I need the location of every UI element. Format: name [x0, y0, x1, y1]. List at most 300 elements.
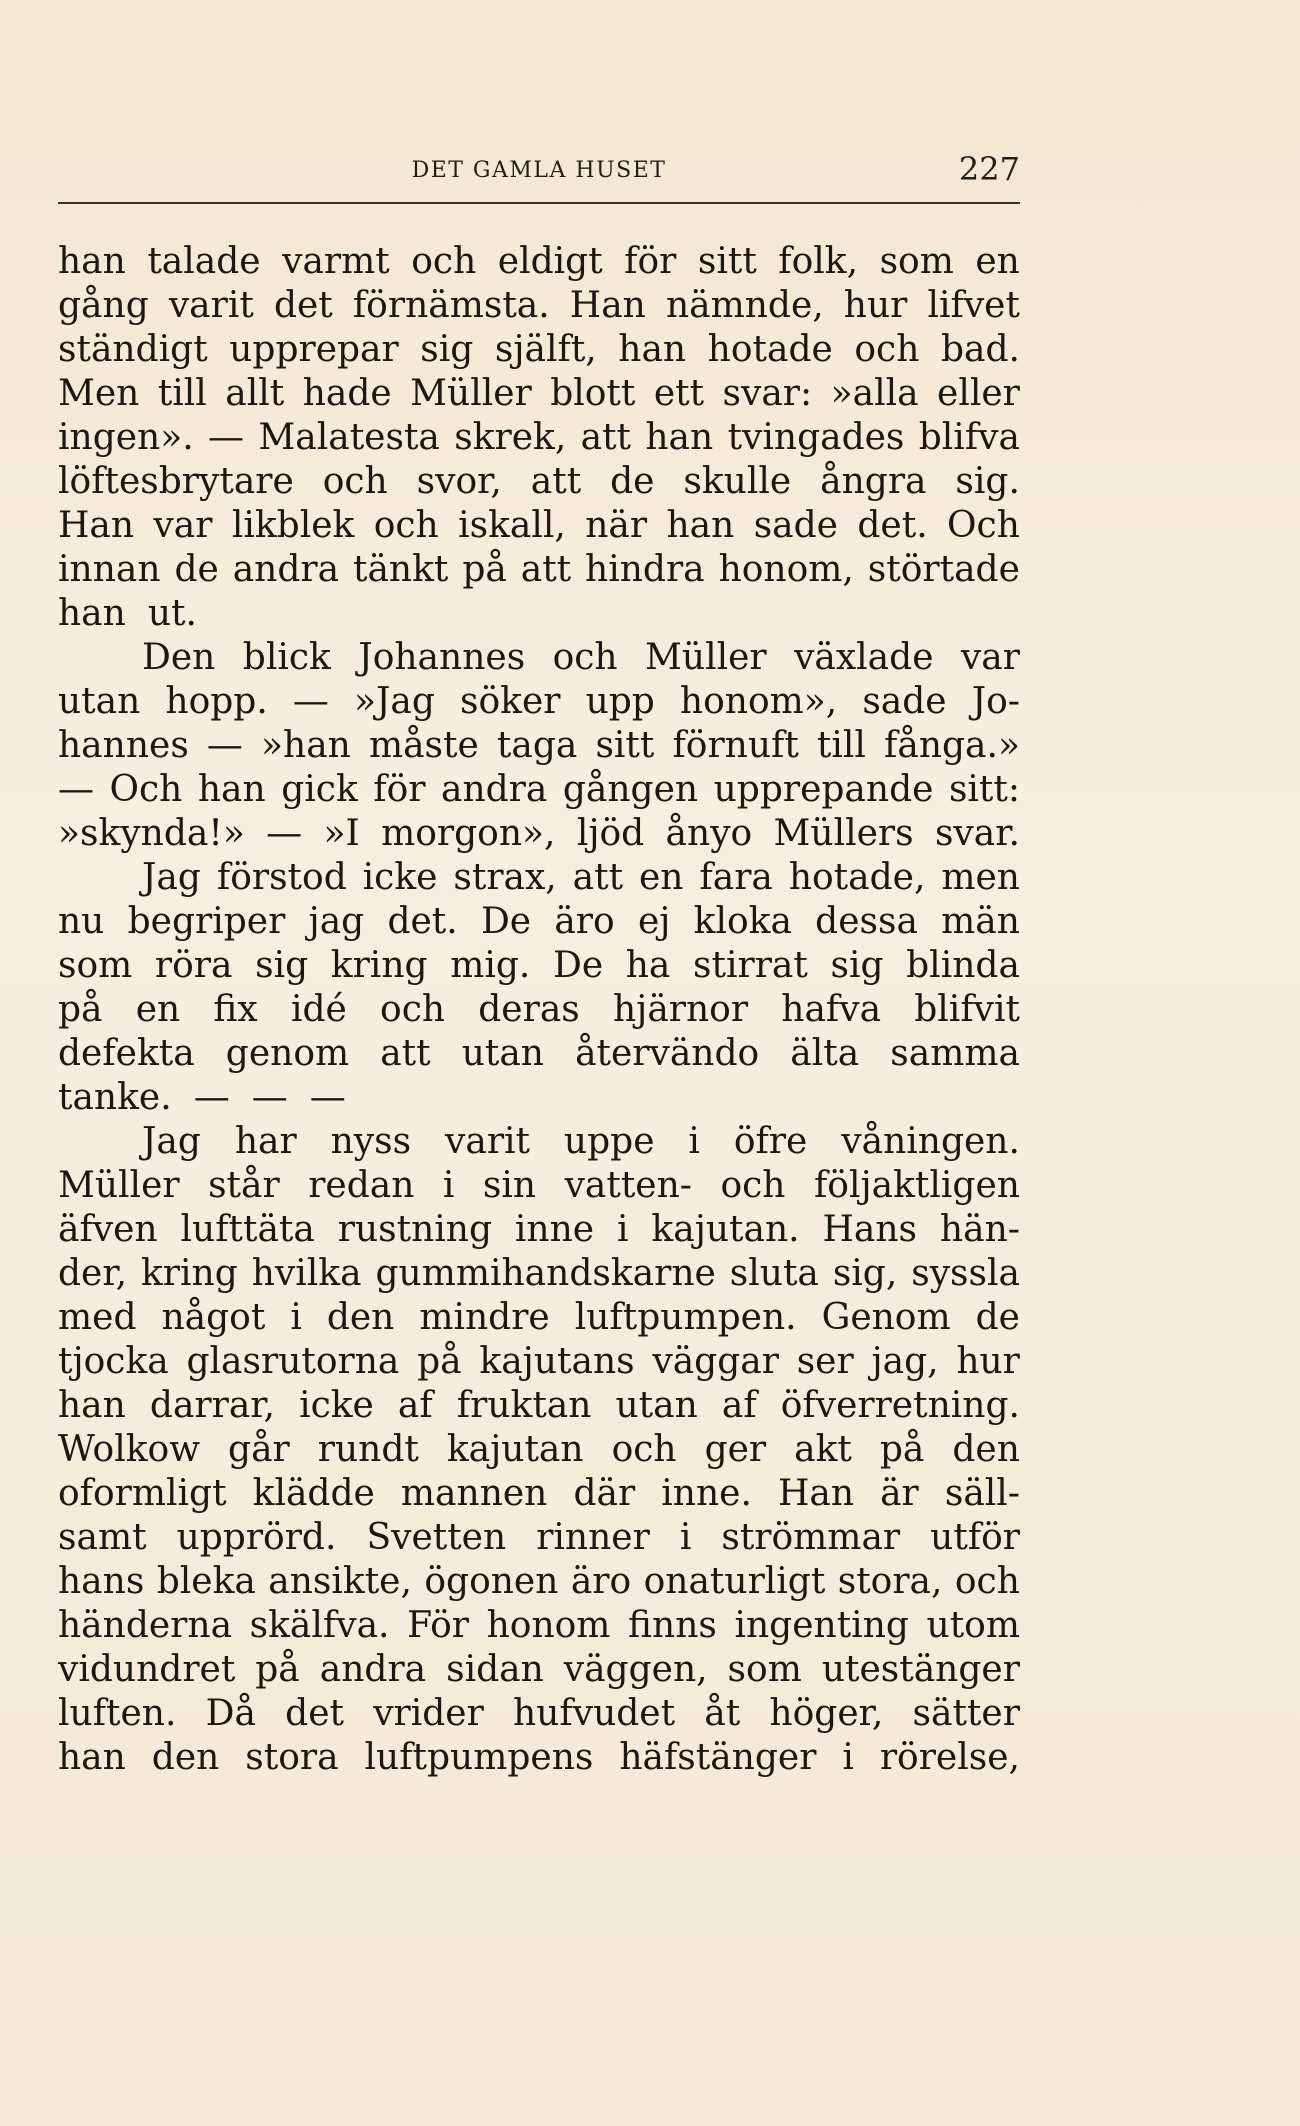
word: i [679, 1517, 692, 1558]
word: väggar [652, 1341, 779, 1382]
word: icke [299, 1385, 374, 1426]
word: våningen. [841, 1121, 1020, 1162]
text-line [58, 1604, 1020, 1648]
word: Müller [410, 373, 532, 414]
text-line [58, 592, 1020, 636]
word: återvändo [575, 1033, 760, 1074]
word: Genom [821, 1297, 951, 1338]
word: utom [926, 1605, 1020, 1646]
word: Då [205, 1693, 256, 1734]
word: i [842, 1737, 854, 1778]
word: har [234, 1121, 297, 1162]
word: på [58, 989, 103, 1030]
word: där [573, 1473, 636, 1514]
word: det. [857, 505, 928, 546]
word: hvilka [251, 1253, 362, 1294]
text-line [58, 1560, 1020, 1604]
word: mindre [419, 1297, 550, 1338]
text-line [58, 284, 1020, 328]
word: gick [281, 769, 358, 810]
word: ut. [147, 593, 197, 634]
word: till [157, 373, 207, 414]
word: — [292, 681, 329, 722]
word: icke [362, 857, 438, 898]
word: uppe [563, 1121, 655, 1162]
word: utan [58, 681, 141, 722]
word: utan [615, 1385, 698, 1426]
text-line [58, 548, 1020, 592]
word: ej [637, 901, 671, 942]
word: blick [242, 637, 331, 678]
word: varit [168, 285, 254, 326]
word: ånyo [665, 813, 753, 854]
word: tänkt [353, 549, 449, 590]
word: hufvudet [513, 1693, 676, 1734]
word: Svetten [366, 1517, 507, 1558]
word: men [941, 857, 1020, 898]
word: ger [704, 1429, 767, 1470]
page-number: 227 [958, 150, 1020, 188]
word: Müllers [773, 813, 914, 854]
word: jag, [871, 1341, 939, 1382]
word: blifvit [914, 989, 1020, 1030]
word: han [645, 417, 714, 458]
word: och [411, 241, 477, 282]
word: på [879, 1429, 925, 1470]
word: hjärnor [612, 989, 749, 1030]
text-line [58, 1208, 1020, 1252]
word: folk, [778, 241, 859, 282]
word: fruktan [456, 1385, 592, 1426]
word: på [255, 1649, 300, 1690]
word: älta [790, 1033, 860, 1074]
text-line [58, 636, 1020, 680]
word: fånga.» [884, 725, 1020, 766]
text-line [58, 1120, 1020, 1164]
word: sig. [955, 461, 1020, 502]
word: nyss [330, 1121, 412, 1162]
word: hotade, [788, 857, 926, 898]
word: Jo- [971, 681, 1020, 722]
word: fix [213, 989, 258, 1030]
text-line [58, 680, 1020, 724]
word: inne. [661, 1473, 752, 1514]
word: svor, [416, 461, 502, 502]
word: allt [225, 373, 285, 414]
word: den [326, 1297, 395, 1338]
word: han [58, 1737, 126, 1778]
word: hur [843, 285, 908, 326]
word: och [954, 1561, 1020, 1602]
word: och [854, 329, 920, 370]
word: tanke. [58, 1077, 172, 1118]
word: han [58, 241, 126, 282]
word: vidundret [58, 1649, 236, 1690]
word: de [975, 1297, 1020, 1338]
word: kring [330, 945, 428, 986]
word: ha [625, 945, 671, 986]
word: innan [58, 549, 161, 590]
text-line [58, 812, 1020, 856]
word: till [816, 725, 866, 766]
word: sin [482, 1165, 537, 1206]
text-line [58, 1736, 1020, 1780]
word: hän- [939, 1209, 1020, 1250]
word: hafva [781, 989, 882, 1030]
word: var [153, 505, 213, 546]
word: en [639, 857, 684, 898]
word: honom», [679, 681, 838, 722]
word: tjocka [58, 1341, 169, 1382]
word: kring [140, 1253, 238, 1294]
text-line [58, 988, 1020, 1032]
word: upprepande [713, 769, 934, 810]
word: — [309, 1077, 346, 1118]
word: skälfva. [249, 1605, 390, 1646]
word: händerna [58, 1605, 233, 1646]
word: hade [302, 373, 392, 414]
word: kloka [693, 901, 792, 942]
word: idé [290, 989, 347, 1030]
word: Hans [822, 1209, 918, 1250]
word: Jag [142, 1121, 201, 1162]
word: hindra [585, 549, 705, 590]
word: stora, [837, 1561, 943, 1602]
word: deras [478, 989, 580, 1030]
word: Johannes [358, 637, 526, 678]
word: sig [420, 329, 474, 370]
word: sitt [595, 725, 655, 766]
word: darrar, [149, 1385, 275, 1426]
word: Men [58, 373, 140, 414]
word: af [721, 1385, 757, 1426]
word: det [285, 1693, 344, 1734]
word: dessa [815, 901, 918, 942]
word: De [552, 945, 604, 986]
text-line [58, 1076, 1020, 1120]
word: Jag [142, 857, 201, 898]
text-line [58, 1296, 1020, 1340]
word: säll- [944, 1473, 1020, 1514]
word: äfven [58, 1209, 158, 1250]
word: eldigt [497, 241, 603, 282]
text-line [58, 900, 1020, 944]
word: kajutans [479, 1341, 635, 1382]
word: andra [232, 549, 340, 590]
word: hopp. [165, 681, 268, 722]
word: bad. [940, 329, 1020, 370]
word: sidan [446, 1649, 544, 1690]
word: han [58, 593, 126, 634]
word: kajutan [446, 1429, 584, 1470]
word: han [197, 769, 266, 810]
word: lufttäta [180, 1209, 315, 1250]
word: — [58, 769, 94, 810]
word: ingen». [58, 417, 194, 458]
word: det [273, 285, 333, 326]
word: svar: [722, 373, 813, 414]
word: ansikte, [268, 1561, 412, 1602]
word: begriper [127, 901, 286, 942]
word: svar. [934, 813, 1020, 854]
word: upprepar [229, 329, 399, 370]
word: hur [956, 1341, 1020, 1382]
word: samt [58, 1517, 147, 1558]
word: blinda [906, 945, 1020, 986]
word: Müller [58, 1165, 180, 1206]
word: hannes [58, 725, 189, 766]
word: syssla [911, 1253, 1020, 1294]
word: blott [550, 373, 636, 414]
word: andra [319, 1649, 427, 1690]
text-line [58, 240, 1020, 284]
word: »han [261, 725, 351, 766]
word: sig [255, 945, 309, 986]
word: blifva [918, 417, 1020, 458]
word: och [720, 1165, 786, 1206]
word: äro [554, 901, 615, 942]
word: på [462, 549, 507, 590]
word: vatten- [564, 1165, 692, 1206]
word: redan [308, 1165, 415, 1206]
word: Och [109, 769, 183, 810]
word: — [193, 1077, 230, 1118]
word: sade [753, 505, 838, 546]
text-line [58, 1428, 1020, 1472]
text-line [58, 1692, 1020, 1736]
word: De [480, 901, 532, 942]
word: stirrat [693, 945, 808, 986]
word: och [322, 461, 388, 502]
word: »skynda!» [58, 813, 245, 854]
running-head [58, 150, 1020, 190]
word: själft, [494, 329, 597, 370]
text-line [58, 328, 1020, 372]
word: en [975, 241, 1020, 282]
word: luftpumpens [364, 1737, 594, 1778]
word: en [135, 989, 181, 1030]
word: han [618, 329, 687, 370]
word: honom [486, 1605, 611, 1646]
word: upp [585, 681, 655, 722]
text-line [58, 416, 1020, 460]
word: — [208, 417, 245, 458]
word: talade [147, 241, 261, 282]
word: är [880, 1473, 919, 1514]
word: följaktligen [813, 1165, 1020, 1206]
word: Müller [645, 637, 767, 678]
word: sitt [697, 241, 757, 282]
word: ständigt [58, 329, 208, 370]
word: växlade [794, 637, 934, 678]
word: förnämsta. [352, 285, 550, 326]
text-line [58, 768, 1020, 812]
word: i [688, 1121, 700, 1162]
word: åt [704, 1693, 741, 1734]
word: med [58, 1297, 137, 1338]
word: och [380, 989, 446, 1030]
word: upprörd. [176, 1517, 337, 1558]
word: står [208, 1165, 280, 1206]
text-line [58, 944, 1020, 988]
word: klädde [252, 1473, 375, 1514]
word: utför [930, 1517, 1020, 1558]
word: förstod [216, 857, 347, 898]
word: sluta [729, 1253, 819, 1294]
word: något [161, 1297, 266, 1338]
word: nämnde, [665, 285, 824, 326]
word: att [380, 1033, 431, 1074]
word: honom, [718, 549, 854, 590]
word: mannen [400, 1473, 548, 1514]
word: de [174, 549, 219, 590]
word: män [941, 901, 1020, 942]
header-rule [58, 202, 1020, 204]
text-line [58, 1648, 1020, 1692]
text-line [58, 1032, 1020, 1076]
text-line [58, 1252, 1020, 1296]
word: varmt [282, 241, 390, 282]
word: Han [777, 1473, 855, 1514]
text-line [58, 504, 1020, 548]
word: i [617, 1209, 629, 1250]
text-line [58, 1384, 1020, 1428]
word: han [58, 1385, 126, 1426]
word: kajutan. [651, 1209, 800, 1250]
word: ett [653, 373, 705, 414]
word: defekta [58, 1033, 195, 1074]
text-line [58, 724, 1020, 768]
word: gummihandskarne [375, 1253, 716, 1294]
word: för [624, 241, 677, 282]
word: och [611, 1429, 677, 1470]
word: finns [628, 1605, 717, 1646]
word: som [727, 1649, 802, 1690]
word: äro [570, 1561, 632, 1602]
word: samma [890, 1033, 1020, 1074]
word: ingenting [734, 1605, 909, 1646]
word: »Jag [353, 681, 435, 722]
word: Han [569, 285, 646, 326]
word: rundt [317, 1429, 419, 1470]
word: gång [58, 285, 149, 326]
word: den [952, 1429, 1020, 1470]
text-line [58, 460, 1020, 504]
word: strax, [453, 857, 557, 898]
word: att [520, 549, 572, 590]
word: måste [368, 725, 479, 766]
word: Och [947, 505, 1020, 546]
word: sig, [832, 1253, 898, 1294]
word: var [960, 637, 1020, 678]
word: går [228, 1429, 290, 1470]
word: rinner [536, 1517, 650, 1558]
word: den [151, 1737, 220, 1778]
word: För [407, 1605, 469, 1646]
word: att [530, 461, 582, 502]
word: — [206, 725, 243, 766]
word: luften. [58, 1693, 177, 1734]
word: hans [58, 1561, 145, 1602]
text-line [58, 372, 1020, 416]
word: strömmar [721, 1517, 901, 1558]
text-line [58, 1472, 1020, 1516]
word: rustning [337, 1209, 493, 1250]
word: i [442, 1165, 455, 1206]
word: det. [387, 901, 458, 942]
word: söker [460, 681, 561, 722]
word: och [552, 637, 618, 678]
word: inne [514, 1209, 595, 1250]
text-line [58, 1516, 1020, 1560]
word: väggen, [563, 1649, 708, 1690]
word: glasrutorna [186, 1341, 400, 1382]
word: störtade [867, 549, 1020, 590]
word: ögonen [424, 1561, 559, 1602]
text-line [58, 856, 1020, 900]
word: andra [440, 769, 548, 810]
word: för [373, 769, 426, 810]
word: öfre [733, 1121, 808, 1162]
running-head-title: DET GAMLA HUSET [411, 158, 667, 183]
word: »I [323, 813, 360, 854]
word: taga [496, 725, 578, 766]
word: genom [225, 1033, 350, 1074]
word: likblek [231, 505, 355, 546]
word: Den [142, 637, 216, 678]
word: förnuft [672, 725, 799, 766]
word: röra [154, 945, 233, 986]
word: vrider [373, 1693, 484, 1734]
word: Wolkow [58, 1429, 201, 1470]
word: eller [937, 373, 1020, 414]
word: af [397, 1385, 433, 1426]
word: i [290, 1297, 302, 1338]
word: luftpumpen. [574, 1297, 797, 1338]
word: stora [245, 1737, 339, 1778]
word: han [666, 505, 735, 546]
word: och [373, 505, 439, 546]
word: skulle [683, 461, 792, 502]
word: bleka [156, 1561, 256, 1602]
word: — [266, 813, 303, 854]
word: gången [562, 769, 699, 810]
text-line [58, 1340, 1020, 1384]
word: att [580, 417, 632, 458]
word: rörelse, [879, 1737, 1020, 1778]
word: sade [862, 681, 947, 722]
word: Han [58, 505, 135, 546]
word: varit [445, 1121, 531, 1162]
word: hotade [707, 329, 833, 370]
word: sätter [912, 1693, 1020, 1734]
word: mig. [450, 945, 531, 986]
word: fara [699, 857, 773, 898]
word: — [251, 1077, 288, 1118]
word: nu [58, 901, 105, 942]
word: utestänger [821, 1649, 1020, 1690]
word: ångra [820, 461, 927, 502]
word: utan [461, 1033, 544, 1074]
word: på [417, 1341, 462, 1382]
word: häfstänger [619, 1737, 817, 1778]
word: höger, [769, 1693, 884, 1734]
word: som [58, 945, 133, 986]
body-text [58, 240, 1020, 1780]
word: der, [58, 1253, 128, 1294]
word: tvingades [727, 417, 905, 458]
word: de [610, 461, 655, 502]
